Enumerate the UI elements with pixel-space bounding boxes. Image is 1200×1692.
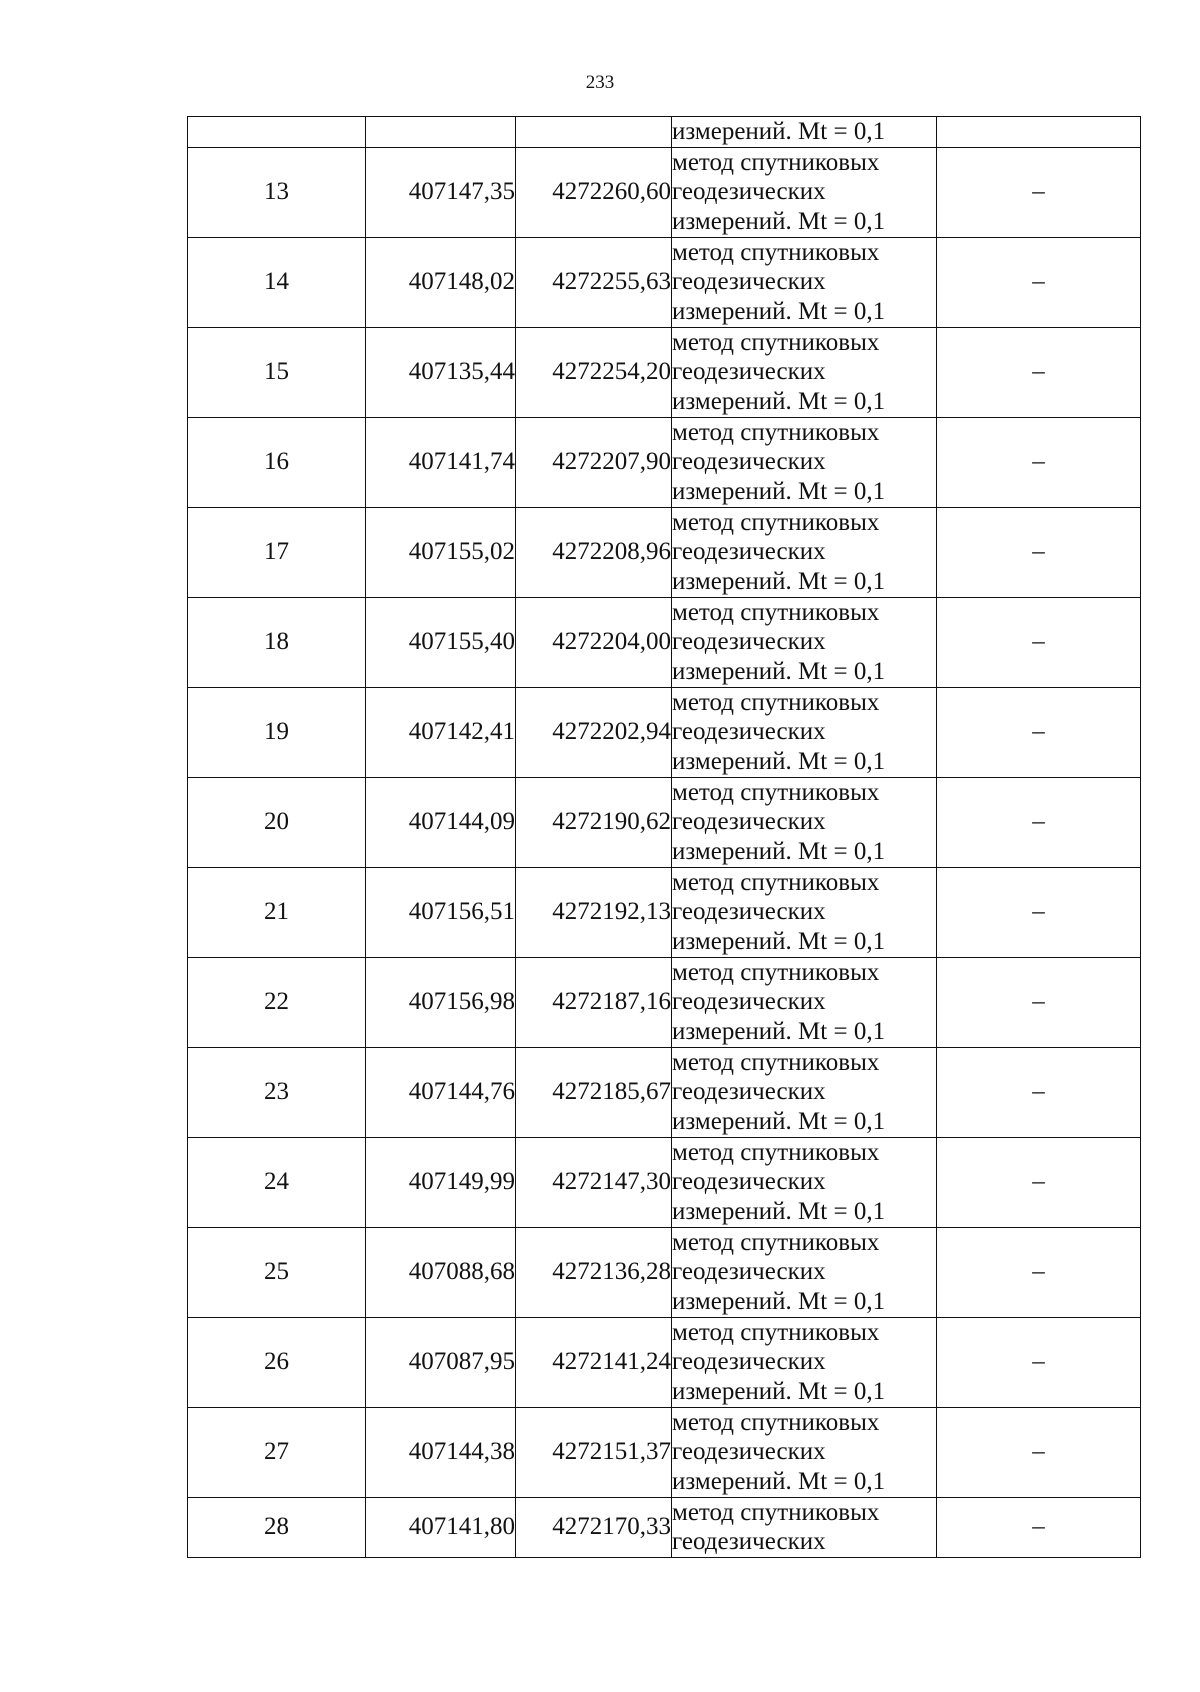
method-line: измерений. Mt = 0,1	[672, 1197, 886, 1225]
method-line: измерений. Mt = 0,1	[672, 387, 886, 415]
method-cell	[672, 597, 937, 687]
method-line: геодезических	[672, 808, 826, 836]
point-number-cell	[188, 117, 366, 148]
method-line: геодезических	[672, 988, 826, 1016]
table-row-continuation	[188, 117, 1141, 148]
table-row	[188, 417, 1141, 507]
note-cell: –	[937, 867, 1141, 957]
method-line: геодезических	[672, 718, 826, 746]
method-line: измерений. Mt = 0,1	[672, 207, 886, 235]
x-coordinate-cell: 407148,02	[366, 237, 516, 327]
method-line: геодезических	[672, 358, 826, 386]
method-line: метод спутниковых	[672, 688, 880, 716]
method-cell	[672, 957, 937, 1047]
method-line: геодезических	[672, 538, 826, 566]
point-number-cell: 23	[188, 1047, 366, 1137]
y-coordinate-cell: 4272136,28	[516, 1227, 672, 1317]
y-coordinate-cell: 4272260,60	[516, 147, 672, 237]
note-cell: –	[937, 1317, 1141, 1407]
note-cell: –	[937, 237, 1141, 327]
point-number-cell: 18	[188, 597, 366, 687]
method-line: геодезических	[672, 1168, 826, 1196]
point-number-cell: 27	[188, 1407, 366, 1497]
y-coordinate-cell: 4272151,37	[516, 1407, 672, 1497]
table-row	[188, 1047, 1141, 1137]
point-number-cell: 26	[188, 1317, 366, 1407]
method-cell	[672, 147, 937, 237]
note-cell: –	[937, 507, 1141, 597]
note-cell: –	[937, 1227, 1141, 1317]
method-line: измерений. Mt = 0,1	[672, 1017, 886, 1045]
note-cell: –	[937, 417, 1141, 507]
note-cell: –	[937, 777, 1141, 867]
method-line: измерений. Mt = 0,1	[672, 567, 886, 595]
method-line: геодезических	[672, 1078, 826, 1106]
x-coordinate-cell: 407155,40	[366, 597, 516, 687]
y-coordinate-cell: 4272147,30	[516, 1137, 672, 1227]
method-line: измерений. Mt = 0,1	[672, 927, 886, 955]
y-coordinate-cell: 4272208,96	[516, 507, 672, 597]
x-coordinate-cell: 407156,98	[366, 957, 516, 1047]
point-number-cell: 19	[188, 687, 366, 777]
x-coordinate-cell: 407144,09	[366, 777, 516, 867]
x-coordinate-cell: 407144,76	[366, 1047, 516, 1137]
method-line: геодезических	[672, 1258, 826, 1286]
point-number-cell: 21	[188, 867, 366, 957]
y-coordinate-cell: 4272187,16	[516, 957, 672, 1047]
method-line: метод спутниковых	[672, 238, 880, 266]
method-line: метод спутниковых	[672, 328, 880, 356]
y-coordinate-cell: 4272204,00	[516, 597, 672, 687]
x-coordinate-cell: 407141,80	[366, 1497, 516, 1557]
x-coordinate-cell: 407088,68	[366, 1227, 516, 1317]
table-row	[188, 1497, 1141, 1557]
x-coordinate-cell: 407087,95	[366, 1317, 516, 1407]
y-coordinate-cell: 4272202,94	[516, 687, 672, 777]
point-number-cell: 16	[188, 417, 366, 507]
method-line: метод спутниковых	[672, 1138, 880, 1166]
table-row	[188, 867, 1141, 957]
x-coordinate-cell: 407144,38	[366, 1407, 516, 1497]
table-row	[188, 957, 1141, 1047]
method-cell	[672, 777, 937, 867]
method-line: метод спутниковых	[672, 1408, 880, 1436]
x-coordinate-cell: 407141,74	[366, 417, 516, 507]
method-line: геодезических	[672, 448, 826, 476]
method-cell	[672, 1047, 937, 1137]
method-cell	[672, 867, 937, 957]
method-line: метод спутниковых	[672, 598, 880, 626]
table-row	[188, 147, 1141, 237]
method-line: метод спутниковых	[672, 958, 880, 986]
table-row	[188, 687, 1141, 777]
x-coordinate-cell: 407156,51	[366, 867, 516, 957]
x-coordinate-cell: 407155,02	[366, 507, 516, 597]
method-cell	[672, 687, 937, 777]
method-line: метод спутниковых	[672, 1498, 880, 1526]
coordinates-table	[187, 116, 1141, 1558]
x-coordinate-cell	[366, 117, 516, 148]
y-coordinate-cell: 4272170,33	[516, 1497, 672, 1557]
method-line: измерений. Mt = 0,1	[672, 1377, 886, 1405]
y-coordinate-cell: 4272255,63	[516, 237, 672, 327]
note-cell: –	[937, 1047, 1141, 1137]
note-cell: –	[937, 147, 1141, 237]
method-line: метод спутниковых	[672, 868, 880, 896]
point-number-cell: 15	[188, 327, 366, 417]
point-number-cell: 24	[188, 1137, 366, 1227]
method-line: геодезических	[672, 268, 826, 296]
note-cell: –	[937, 327, 1141, 417]
method-line: геодезических	[672, 628, 826, 656]
point-number-cell: 13	[188, 147, 366, 237]
method-line: геодезических	[672, 178, 826, 206]
point-number-cell: 17	[188, 507, 366, 597]
point-number-cell: 28	[188, 1497, 366, 1557]
method-cell: измерений. Mt = 0,1	[672, 117, 937, 148]
method-cell	[672, 1137, 937, 1227]
y-coordinate-cell: 4272254,20	[516, 327, 672, 417]
point-number-cell: 14	[188, 237, 366, 327]
x-coordinate-cell: 407135,44	[366, 327, 516, 417]
method-cell	[672, 1317, 937, 1407]
y-coordinate-cell: 4272185,67	[516, 1047, 672, 1137]
x-coordinate-cell: 407147,35	[366, 147, 516, 237]
table-row	[188, 1317, 1141, 1407]
method-line: измерений. Mt = 0,1	[672, 297, 886, 325]
method-cell	[672, 1407, 937, 1497]
y-coordinate-cell: 4272192,13	[516, 867, 672, 957]
table-row	[188, 507, 1141, 597]
method-line: метод спутниковых	[672, 1048, 880, 1076]
method-line: измерений. Mt = 0,1	[672, 1287, 886, 1315]
method-cell	[672, 1227, 937, 1317]
table-row	[188, 327, 1141, 417]
method-line: метод спутниковых	[672, 778, 880, 806]
point-number-cell: 22	[188, 957, 366, 1047]
note-cell: –	[937, 597, 1141, 687]
method-line: измерений. Mt = 0,1	[672, 657, 886, 685]
method-line: измерений. Mt = 0,1	[672, 1467, 886, 1495]
method-line: геодезических	[672, 1438, 826, 1466]
table-row	[188, 1137, 1141, 1227]
note-cell: –	[937, 1407, 1141, 1497]
y-coordinate-cell: 4272207,90	[516, 417, 672, 507]
method-line: измерений. Mt = 0,1	[672, 477, 886, 505]
method-line: измерений. Mt = 0,1	[672, 1107, 886, 1135]
method-line: метод спутниковых	[672, 1228, 880, 1256]
page-number: 233	[585, 72, 615, 93]
y-coordinate-cell: 4272141,24	[516, 1317, 672, 1407]
method-line: метод спутниковых	[672, 418, 880, 446]
method-line: измерений. Mt = 0,1	[672, 837, 886, 865]
method-line: геодезических	[672, 1528, 826, 1555]
table-row	[188, 597, 1141, 687]
method-line: метод спутниковых	[672, 148, 880, 176]
method-line: геодезических	[672, 1348, 826, 1376]
method-cell	[672, 507, 937, 597]
point-number-cell: 20	[188, 777, 366, 867]
note-cell	[937, 117, 1141, 148]
method-cell	[672, 1497, 937, 1557]
table-row	[188, 237, 1141, 327]
note-cell: –	[937, 687, 1141, 777]
method-cell	[672, 417, 937, 507]
method-cell	[672, 327, 937, 417]
table-row	[188, 1407, 1141, 1497]
table-row	[188, 1227, 1141, 1317]
method-cell	[672, 237, 937, 327]
note-cell: –	[937, 957, 1141, 1047]
note-cell: –	[937, 1137, 1141, 1227]
x-coordinate-cell: 407149,99	[366, 1137, 516, 1227]
table-row	[188, 777, 1141, 867]
y-coordinate-cell	[516, 117, 672, 148]
x-coordinate-cell: 407142,41	[366, 687, 516, 777]
point-number-cell: 25	[188, 1227, 366, 1317]
method-line: метод спутниковых	[672, 508, 880, 536]
method-line: геодезических	[672, 898, 826, 926]
method-line: метод спутниковых	[672, 1318, 880, 1346]
y-coordinate-cell: 4272190,62	[516, 777, 672, 867]
method-line: измерений. Mt = 0,1	[672, 747, 886, 775]
note-cell: –	[937, 1497, 1141, 1557]
